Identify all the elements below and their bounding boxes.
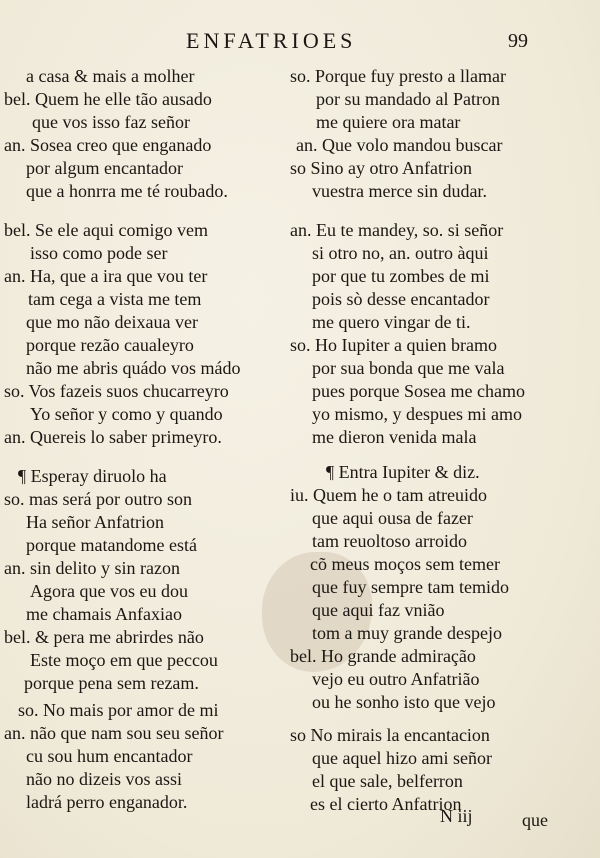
verse-line: Este moço em que peccou [30, 650, 218, 670]
verse-line: que vos isso faz señor [32, 112, 190, 132]
verse-line: Yo señor y como y quando [30, 404, 223, 424]
verse-line: an. não que nam sou seu señor [4, 723, 224, 743]
verse-line: so. No mais por amor de mi [18, 700, 219, 720]
signature-mark: N iij [440, 806, 473, 826]
verse-line: bel. Ho grande admiração [290, 646, 476, 666]
verse-line: que aqui faz vnião [312, 600, 445, 620]
verse-line: por su mandado al Patron [316, 89, 500, 109]
verse-line: por sua bonda que me vala [312, 358, 505, 378]
verse-line: an. Quereis lo saber primeyro. [4, 427, 222, 447]
verse-line: so. Vos fazeis suos chucarreyro [4, 381, 229, 401]
verse-line: me quiere ora matar [316, 112, 461, 132]
verse-line: an. Sosea creo que enganado [4, 135, 212, 155]
verse-line: si otro no, an. outro àqui [312, 243, 489, 263]
verse-line: ¶ Esperay diruolo ha [18, 466, 167, 486]
verse-line: Agora que vos eu dou [30, 581, 188, 601]
verse-line: que aquel hizo ami señor [312, 748, 492, 768]
verse-line: porque matandome está [26, 535, 197, 555]
verse-line: isso como pode ser [30, 243, 168, 263]
verse-line: pues porque Sosea me chamo [312, 381, 525, 401]
verse-line: ou he sonho isto que vejo [312, 692, 496, 712]
verse-line: tom a muy grande despejo [312, 623, 502, 643]
verse-line: yo mismo, y despues mi amo [312, 404, 522, 424]
verse-line: an. Ha, que a ira que vou ter [4, 266, 208, 286]
running-title: ENFATRIOES [186, 28, 357, 53]
verse-line: vuestra merce sin dudar. [312, 181, 487, 201]
page-header [0, 28, 600, 58]
verse-line: me quero vingar de ti. [312, 312, 471, 332]
verse-line: me chamais Anfaxiao [26, 604, 182, 624]
verse-line: so. Ho Iupiter a quien bramo [290, 335, 497, 355]
verse-line: an. Eu te mandey, so. si señor [290, 220, 504, 240]
verse-line: ¶ Entra Iupiter & diz. [326, 462, 480, 482]
verse-line: vejo eu outro Anfatrião [312, 669, 480, 689]
verse-line: que aqui ousa de fazer [312, 508, 473, 528]
verse-line: que fuy sempre tam temido [312, 577, 509, 597]
verse-line: porque rezão caualeyro [26, 335, 194, 355]
verse-line: cõ meus moços sem temer [310, 554, 500, 574]
verse-line: que a honrra me té roubado. [26, 181, 228, 201]
verse-line: an. Que volo mandou buscar [296, 135, 503, 155]
verse-line: bel. Se ele aqui comigo vem [4, 220, 208, 240]
verse-line: a casa & mais a molher [26, 66, 195, 86]
catchword: que [522, 810, 548, 830]
verse-line: pois sò desse encantador [312, 289, 490, 309]
verse-line: ladrá perro enganador. [26, 792, 188, 812]
verse-line: so No mirais la encantacion [290, 725, 490, 745]
verse-line: bel. Quem he elle tão ausado [4, 89, 212, 109]
verse-line: Ha señor Anfatrion [26, 512, 164, 532]
verse-line: bel. & pera me abrirdes não [4, 627, 204, 647]
verse-line: que mo não deixaua ver [26, 312, 198, 332]
verse-line: es el cierto Anfatrion [310, 794, 462, 814]
verse-line: porque pena sem rezam. [24, 673, 199, 693]
verse-line: não no dizeis vos assi [26, 769, 182, 789]
verse-line: por algum encantador [26, 158, 183, 178]
verse-line: so. Porque fuy presto a llamar [290, 66, 506, 86]
folio-number: 99 [508, 30, 528, 52]
verse-line: tam reuoltoso arroido [312, 531, 467, 551]
verse-line: não me abris quádo vos mádo [26, 358, 241, 378]
verse-line: por que tu zombes de mi [312, 266, 490, 286]
verse-line: an. sin delito y sin razon [4, 558, 180, 578]
verse-line: tam cega a vista me tem [28, 289, 202, 309]
verse-line: so. mas será por outro son [4, 489, 192, 509]
verse-line: so Sino ay otro Anfatrion [290, 158, 472, 178]
verse-line: el que sale, belferron [312, 771, 463, 791]
verse-line: iu. Quem he o tam atreuido [290, 485, 487, 505]
verse-line: cu sou hum encantador [26, 746, 193, 766]
verse-line: me dieron venida mala [312, 427, 477, 447]
